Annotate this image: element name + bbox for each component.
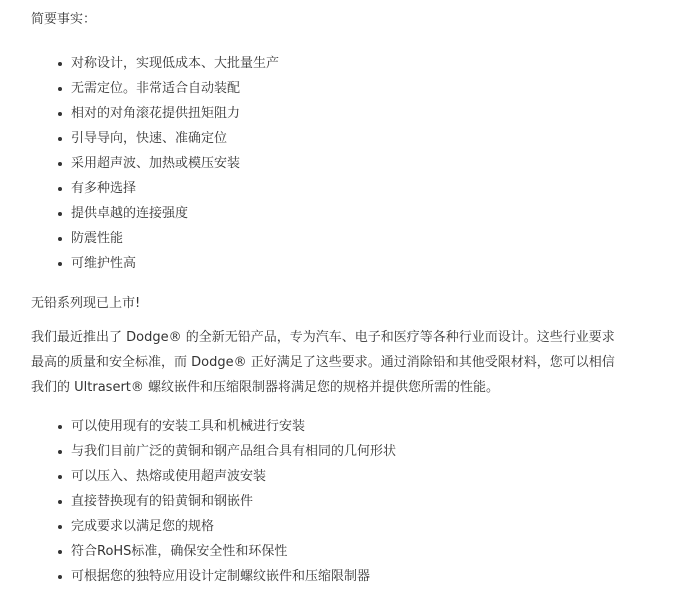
benefits-list bbox=[31, 414, 675, 589]
list-item: 完成要求以满足您的规格 bbox=[31, 514, 675, 539]
list-item: 可以压入、热熔或使用超声波安装 bbox=[31, 464, 675, 489]
list-item: 直接替换现有的铅黄铜和钢嵌件 bbox=[31, 489, 675, 514]
list-item: 与我们目前广泛的黄铜和钢产品组合具有相同的几何形状 bbox=[31, 439, 675, 464]
list-item: 可以使用现有的安装工具和机械进行安装 bbox=[31, 414, 675, 439]
list-item: 可维护性高 bbox=[31, 251, 675, 276]
list-item: 对称设计，实现低成本、大批量生产 bbox=[31, 51, 675, 76]
list-item: 符合RoHS标准，确保安全性和环保性 bbox=[31, 539, 675, 564]
intro-title: 简要事实： bbox=[31, 12, 97, 27]
list-item: 相对的对角滚花提供扭矩阻力 bbox=[31, 101, 675, 126]
paragraph-line: 我们最近推出了 Dodge® 的全新无铅产品，专为汽车、电子和医疗等各种行业而设计。这些行业要求 bbox=[31, 330, 615, 345]
list-item: 有多种选择 bbox=[31, 176, 675, 201]
description-paragraph bbox=[31, 325, 661, 400]
list-item: 无需定位。非常适合自动装配 bbox=[31, 76, 675, 101]
paragraph-line: 我们的 Ultrasert® 螺纹嵌件和压缩限制器将满足您的规格并提供您所需的性能。 bbox=[31, 380, 500, 395]
list-item: 引导导向，快速、准确定位 bbox=[31, 126, 675, 151]
lead-free-heading: 无铅系列现已上市! bbox=[31, 296, 141, 311]
list-item: 提供卓越的连接强度 bbox=[31, 201, 675, 226]
list-item: 采用超声波、加热或模压安装 bbox=[31, 151, 675, 176]
facts-list bbox=[31, 51, 675, 276]
list-item: 防震性能 bbox=[31, 226, 675, 251]
list-item: 可根据您的独特应用设计定制螺纹嵌件和压缩限制器 bbox=[31, 564, 675, 589]
paragraph-line: 最高的质量和安全标准，而 Dodge® 正好满足了这些要求。通过消除铅和其他受限材料，您可以相信 bbox=[31, 355, 615, 370]
